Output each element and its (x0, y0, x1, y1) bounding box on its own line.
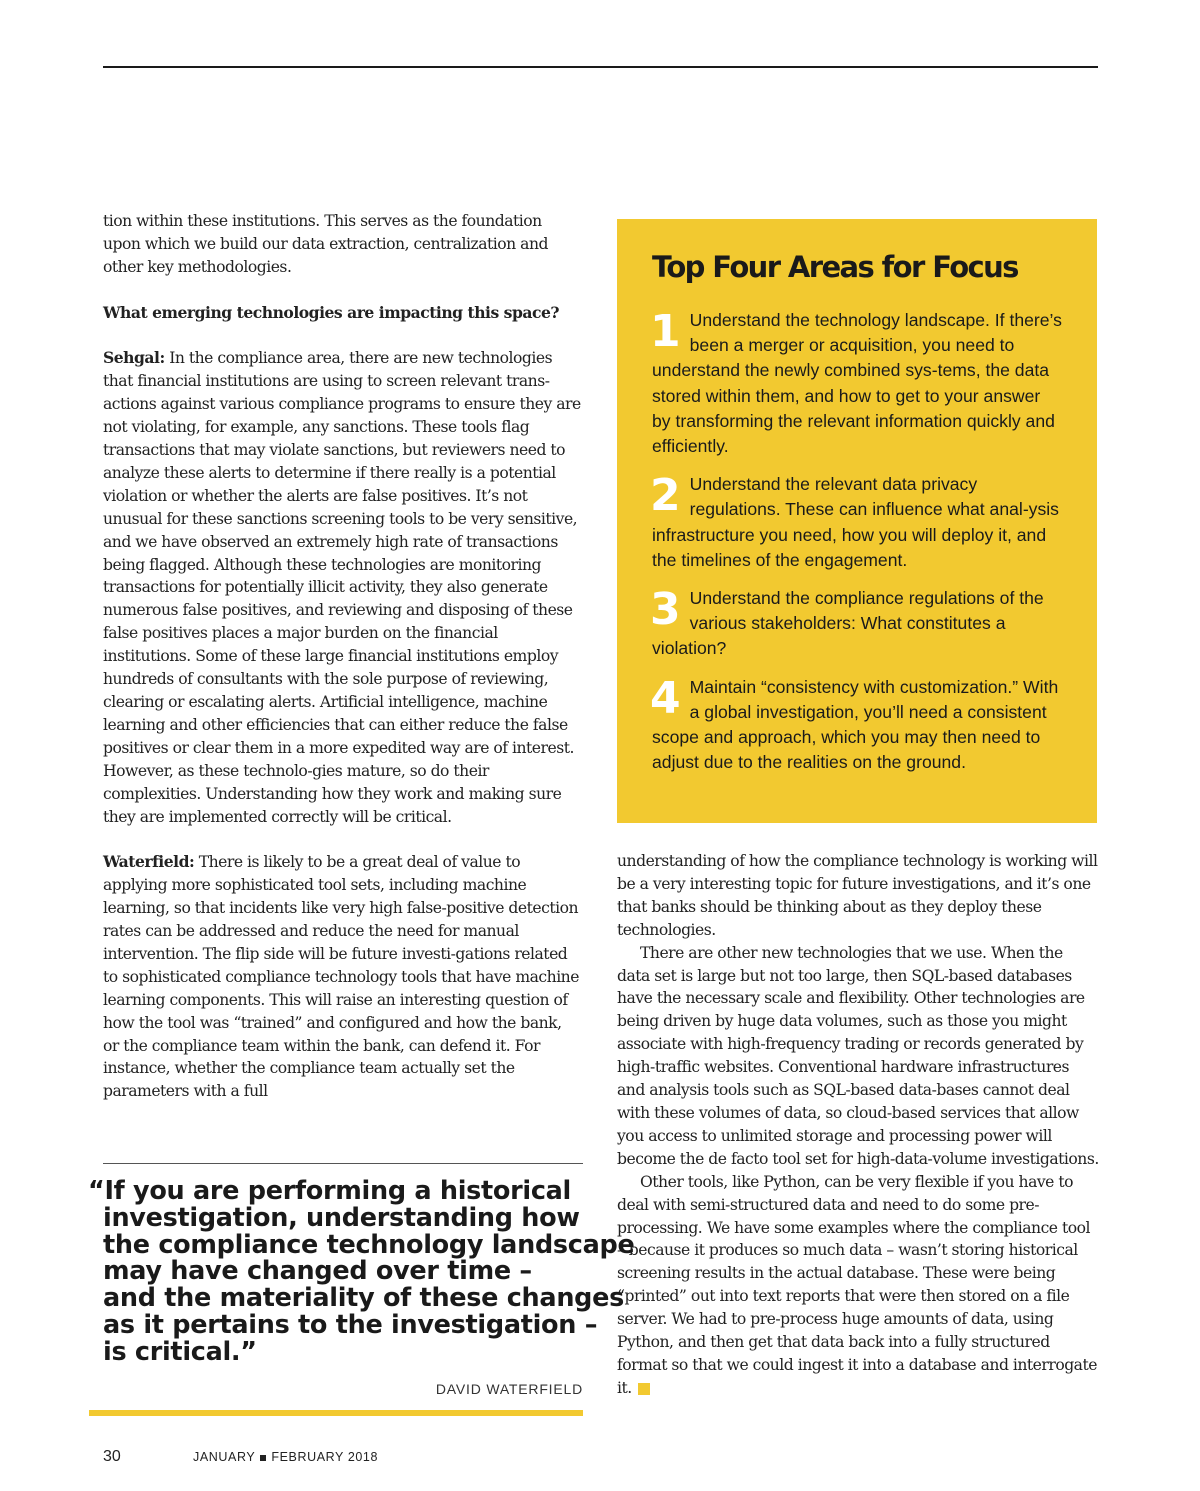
focus-number: 4 (650, 672, 681, 724)
page-number: 30 (103, 1448, 121, 1465)
top-rule (103, 66, 1098, 68)
pull-quote (88, 1176, 635, 1367)
sehgal-answer (103, 347, 581, 828)
focus-text: Maintain “consistency with customization.” With a global investigation, you’ll need a consistent scope and approach, which you may then need to adjust due to the realities on the ground. (652, 676, 1059, 773)
intro-paragraph: tion within these institutions. This serves as the foundation upon which we build our data extraction, centralization and other key methodologies. (103, 212, 548, 276)
quote-accent-bar (89, 1410, 583, 1416)
focus-item (650, 672, 1063, 776)
waterfield-answer (103, 851, 581, 1103)
focus-number: 1 (650, 306, 681, 357)
waterfield-text: There is likely to be a great deal of value to applying more sophisticated tool sets, including machine learning, so that incidents like very high false-positive detection rates can be addressed and reduce the need for manual intervention. The flip side will be future investi-gations related to sophisticated compliance technology tools that have machine learning components. This will raise an interesting question of how the tool was “trained” and configured and how the bank, or the compliance team within the bank, can defend it. For instance, whether the compliance team actually set the parameters with a full (103, 853, 579, 1101)
pull-quote-line: as it pertains to the investigation – (103, 1309, 598, 1340)
speaker-sehgal: Sehgal: (103, 348, 165, 368)
pull-quote-line: “If you are performing a historical (88, 1176, 572, 1206)
left-column (103, 210, 581, 1126)
python-text: Other tools, like Python, can be very flexible if you have to deal with semi-structured data and need to do some pre-processing. We have some examples where the compliance tool – because it produces so much data – wasn’t storing historical screening results in the actual database. These were being “printed” out into text reports that were then stored on a file server. We had to pre-process huge amounts of data, using Python, and then get that data back into a fully structured format so that we could ingest it into a database and interrogate it. (617, 1172, 1097, 1397)
pull-quote-line: and the materiality of these changes (103, 1283, 625, 1314)
issue-date (193, 1450, 378, 1464)
right-column (617, 850, 1099, 1400)
interview-question: What emerging technologies are impacting this space? (103, 302, 560, 322)
focus-number: 3 (650, 584, 681, 636)
sehgal-text: In the compliance area, there are new technologies that financial institutions are using to screen relevant trans-actions against various compliance programs to ensure they are not violating, for example, any sanctions. These tools flag transactions that may violate sanctions, but reviewers need to analyze these alerts to determine if there really is a potential violation or whether the alerts are false positives. It’s not unusual for these sanctions screening tools to be very sensitive, and we have observed an extremely high rate of transactions being flagged. Although these technologies are monitoring transactions for potentially illicit activity, they also generate numerous false positives, and reviewing and disposing of these false positives places a major burden on the financial institutions. Some of these large financial institutions employ hundreds of consultants with the sole purpose of reviewing, clearing or escalating alerts. Artificial intelligence, machine learning and other efficiencies that can either reduce the false positives or clear them in a more expedited way are of interest. However, as these technolo-gies mature, so do their complexities. Understanding how they work and making sure they are implemented correctly will be critical. (103, 349, 581, 826)
pull-quote-line: the compliance technology landscape (103, 1229, 635, 1260)
focus-item (652, 472, 1063, 573)
python-paragraph (617, 1171, 1099, 1400)
focus-number: 2 (650, 470, 681, 522)
pull-quote-line: may have changed over time – (103, 1256, 532, 1287)
quote-divider (103, 1163, 583, 1164)
issue-month-2: FEBRUARY 2018 (271, 1450, 379, 1464)
technologies-paragraph: There are other new technologies that we use. When the data set is large but not too large, then SQL-based databases have the necessary scale and flexibility. Other technologies are being driven by huge data volumes, such as those you might associate with high-frequency trading or records generated by high-traffic websites. Conventional hardware infrastructures and analysis tools such as SQL-based data-bases cannot deal with these volumes of data, so cloud-based services that allow you access to unlimited storage and processing power will become the de facto tool set for high-data-volume investigations. (617, 943, 1099, 1168)
focus-sidebar (617, 219, 1097, 823)
focus-text: Understand the technology landscape. If there’s been a merger or acquisition, you need to understand the newly combined sys-tems, the data stored within them, and how to get to your answer by transforming the relevant information quickly and efficiently. (652, 310, 1062, 457)
focus-item (652, 308, 1063, 459)
pull-quote-line: is critical.” (103, 1336, 257, 1367)
focus-item (652, 586, 1063, 662)
sidebar-title: Top Four Areas for Focus (652, 250, 1018, 284)
speaker-waterfield: Waterfield: (103, 852, 195, 872)
pull-quote-line: investigation, understanding how (103, 1202, 580, 1233)
end-mark-icon (638, 1383, 650, 1395)
focus-text: Understand the relevant data privacy regulations. These can influence what anal-ysis infrastructure you need, how you will deploy it, and the timelines of the engagement. (652, 474, 1059, 570)
quote-attribution: DAVID WATERFIELD (435, 1381, 583, 1397)
separator-square-icon (260, 1455, 266, 1461)
focus-text: Understand the compliance regulations of the various stakeholders: What constitutes a violation? (652, 588, 1044, 659)
issue-month-1: JANUARY (193, 1450, 256, 1464)
continued-paragraph: understanding of how the compliance technology is working will be a very interesting topic for future investigations, and it’s one that banks should be thinking about as they deploy these technologies. (617, 852, 1098, 939)
